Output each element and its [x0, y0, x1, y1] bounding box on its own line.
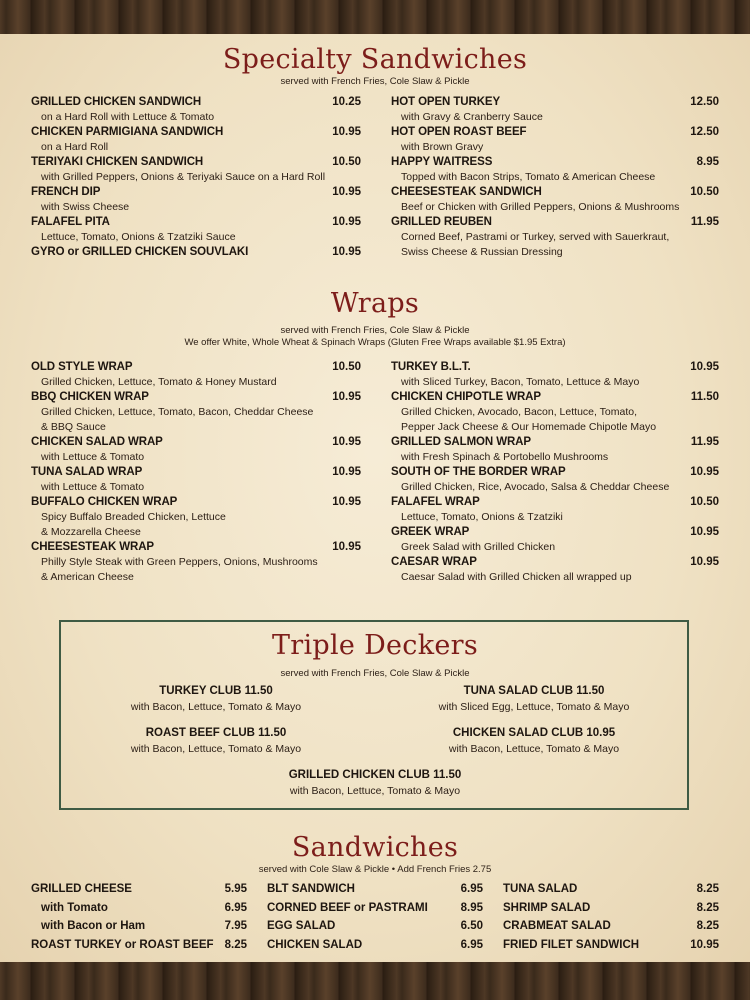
menu-item-price: 10.95 [690, 526, 719, 538]
menu-item-price: 10.50 [332, 156, 361, 168]
menu-item-price: 10.95 [690, 556, 719, 568]
menu-item-price: 10.95 [690, 466, 719, 478]
wraps-note-2: We offer White, Whole Wheat & Spinach Wraps (Gluten Free Wraps available $1.95 Extra) [184, 337, 566, 348]
sandwich-item-price: 6.95 [460, 883, 483, 895]
sandwich-item [267, 936, 483, 955]
menu-item [31, 125, 361, 155]
deck-item-desc: with Bacon, Lettuce, Tomato & Mayo [289, 785, 461, 797]
wood-border-top [0, 0, 750, 34]
menu-item-row [391, 95, 719, 110]
menu-item [31, 390, 361, 435]
menu-item-row [31, 155, 361, 170]
sandwich-item [503, 880, 719, 899]
menu-item-description: Philly Style Steak with Green Peppers, Onions, Mushrooms [41, 556, 318, 568]
sandwich-item [31, 936, 247, 955]
menu-item [31, 465, 361, 495]
sandwich-item-name: ROAST TURKEY or ROAST BEEF [31, 938, 214, 951]
menu-item-description: Pepper Jack Cheese & Our Homemade Chipotle Mayo [401, 421, 657, 433]
menu-item-price: 10.95 [332, 186, 361, 198]
menu-item-row [391, 495, 719, 510]
sandwiches-note: served with Cole Slaw & Pickle • Add French Fries 2.75 [258, 864, 492, 875]
menu-item-price: 12.50 [690, 96, 719, 108]
sandwich-item-name: BLT SANDWICH [267, 883, 355, 895]
menu-item-name: BUFFALO CHICKEN WRAP [31, 496, 178, 508]
deck-item-desc: with Bacon, Lettuce, Tomato & Mayo [130, 743, 302, 755]
sandwiches-column-3 [503, 880, 719, 954]
menu-item-row [391, 360, 719, 375]
menu-item-name: CHEESESTEAK SANDWICH [391, 186, 542, 198]
menu-item-row [31, 360, 361, 375]
menu-item-row [391, 555, 719, 570]
menu-item-name: TERIYAKI CHICKEN SANDWICH [31, 156, 204, 168]
menu-item-description: Greek Salad with Grilled Chicken [401, 541, 556, 553]
sandwich-item-name: EGG SALAD [267, 920, 336, 932]
menu-item-row [31, 390, 361, 405]
menu-item-description: with Swiss Cheese [41, 201, 130, 213]
deck-item-name: ROAST BEEF CLUB 11.50 [145, 727, 287, 739]
sandwich-item-name: SHRIMP SALAD [503, 901, 591, 914]
menu-item-price: 10.95 [332, 126, 361, 138]
menu-item-description: on a Hard Roll with Lettuce & Tomato [41, 111, 215, 123]
menu-item-row [391, 435, 719, 450]
menu-item-price: 10.95 [332, 391, 361, 403]
menu-item-name: SOUTH OF THE BORDER WRAP [391, 466, 566, 478]
sandwich-item-price: 8.95 [460, 901, 483, 914]
menu-item-name: FALAFEL WRAP [391, 496, 480, 508]
menu-item [31, 185, 361, 215]
menu-item-description: with Brown Gravy [401, 141, 484, 153]
menu-item-row [31, 185, 361, 200]
sandwiches-column-1 [31, 880, 247, 954]
wraps-right-column [391, 360, 719, 585]
sandwich-item-name: GRILLED CHEESE [31, 883, 132, 895]
sandwich-item-price: 6.95 [224, 901, 247, 914]
menu-item-price: 11.95 [690, 216, 719, 228]
sandwiches-title: Sandwiches [291, 832, 459, 863]
menu-item [391, 185, 719, 215]
menu-item [391, 495, 719, 525]
menu-item-name: HAPPY WAITRESS [391, 156, 493, 168]
menu-item-name: FALAFEL PITA [31, 216, 110, 228]
menu-item-price: 11.50 [690, 391, 719, 403]
menu-item-name: CHEESESTEAK WRAP [31, 541, 154, 553]
menu-item-row [391, 525, 719, 540]
triple-deckers-note: served with French Fries, Cole Slaw & Pickle [280, 668, 470, 679]
sandwich-item-price: 8.25 [696, 901, 719, 914]
deck-item-desc: with Sliced Egg, Lettuce, Tomato & Mayo [438, 701, 630, 713]
menu-item-name: CHICKEN SALAD WRAP [31, 436, 163, 448]
menu-item [31, 540, 361, 585]
menu-item-name: GRILLED CHICKEN SANDWICH [31, 96, 202, 108]
menu-item [31, 245, 361, 260]
menu-item-price: 10.95 [690, 361, 719, 373]
menu-item-name: HOT OPEN ROAST BEEF [391, 126, 527, 138]
menu-item-description: on a Hard Roll [41, 141, 109, 153]
menu-item-row [391, 155, 719, 170]
sandwich-item-name: with Bacon or Ham [41, 920, 146, 932]
menu-item [391, 360, 719, 390]
menu-item-description: Swiss Cheese & Russian Dressing [401, 246, 563, 258]
menu-item-description: with Lettuce & Tomato [41, 481, 145, 493]
wraps-note-1: served with French Fries, Cole Slaw & Pickle [280, 325, 470, 336]
menu-item-name: BBQ CHICKEN WRAP [31, 391, 149, 403]
menu-item-description: with Sliced Turkey, Bacon, Tomato, Lettuce & Mayo [401, 376, 640, 388]
menu-item-row [391, 465, 719, 480]
menu-item-price: 10.95 [332, 541, 361, 553]
menu-item-name: GRILLED SALMON WRAP [391, 436, 531, 448]
deck-item [404, 725, 664, 757]
menu-item-price: 12.50 [690, 126, 719, 138]
deck-item-name: TURKEY CLUB 11.50 [159, 685, 273, 697]
specialty-right-column [391, 95, 719, 260]
menu-item-description: & American Cheese [41, 571, 134, 583]
menu-item-price: 8.95 [696, 156, 719, 168]
menu-item [391, 155, 719, 185]
menu-item [31, 215, 361, 245]
menu-item-description: Topped with Bacon Strips, Tomato & American Cheese [401, 171, 656, 183]
triple-deckers-title: Triple Deckers [271, 630, 479, 661]
menu-item-name: HOT OPEN TURKEY [391, 96, 501, 108]
menu-item-name: GYRO or GRILLED CHICKEN SOUVLAKI [31, 246, 249, 258]
menu-item-price: 10.95 [332, 216, 361, 228]
sandwich-item [503, 917, 719, 936]
sandwich-item-name: CORNED BEEF or PASTRAMI [267, 901, 428, 914]
sandwich-item-price: 6.50 [460, 920, 483, 932]
menu-item-description: Lettuce, Tomato, Onions & Tzatziki Sauce [41, 231, 236, 243]
menu-item-description: Beef or Chicken with Grilled Peppers, Onions & Mushrooms [401, 201, 680, 213]
sandwich-item-price: 8.25 [696, 883, 719, 895]
menu-item-description: Corned Beef, Pastrami or Turkey, served with Sauerkraut, [401, 231, 670, 243]
menu-item [31, 435, 361, 465]
wraps-left-column [31, 360, 361, 585]
menu-item-row [391, 125, 719, 140]
menu-item [31, 360, 361, 390]
menu-item-description: with Fresh Spinach & Portobello Mushrooms [401, 451, 609, 463]
menu-item-price: 10.95 [332, 466, 361, 478]
sandwich-item-price: 10.95 [690, 938, 719, 951]
menu-item-row [31, 540, 361, 555]
menu-item-description: & BBQ Sauce [41, 421, 106, 433]
menu-item-row [31, 495, 361, 510]
specialty-left-column [31, 95, 361, 260]
menu-item-description: Grilled Chicken, Lettuce, Tomato, Bacon, Cheddar Cheese [41, 406, 314, 418]
menu-item [391, 435, 719, 465]
sandwich-item-name: CHICKEN SALAD [267, 938, 363, 951]
menu-item-name: TURKEY B.L.T. [391, 361, 471, 373]
menu-item-description: with Grilled Peppers, Onions & Teriyaki Sauce on a Hard Roll [41, 171, 326, 183]
sandwich-item-name: TUNA SALAD [503, 883, 578, 895]
sandwich-item-name: with Tomato [41, 901, 108, 914]
menu-item-price: 10.25 [332, 96, 361, 108]
deck-item [86, 725, 346, 757]
menu-item-price: 10.95 [332, 246, 361, 258]
menu-item [391, 465, 719, 495]
menu-item-name: CAESAR WRAP [391, 556, 477, 568]
menu-item-row [31, 245, 361, 260]
menu-item-price: 10.50 [690, 186, 719, 198]
specialty-title: Specialty Sandwiches [222, 44, 528, 75]
menu-item-row [31, 215, 361, 230]
menu-item-name: CHICKEN CHIPOTLE WRAP [391, 391, 541, 403]
sandwich-item [267, 899, 483, 918]
menu-item-price: 10.50 [332, 361, 361, 373]
sandwich-item-name: FRIED FILET SANDWICH [503, 938, 640, 951]
sandwich-item [267, 880, 483, 899]
deck-item [245, 767, 505, 799]
deck-item [404, 683, 664, 715]
menu-item-price: 10.95 [332, 436, 361, 448]
menu-item [391, 95, 719, 125]
menu-item-price: 10.95 [332, 496, 361, 508]
menu-item [31, 155, 361, 185]
wood-border-bottom [0, 962, 750, 1000]
menu-item-row [391, 215, 719, 230]
menu-item-row [31, 435, 361, 450]
menu-item-row [31, 125, 361, 140]
sandwich-item [31, 899, 247, 918]
deck-item-name: GRILLED CHICKEN CLUB 11.50 [288, 769, 462, 781]
sandwich-item [267, 917, 483, 936]
menu-item-description: Grilled Chicken, Lettuce, Tomato & Honey Mustard [41, 376, 277, 388]
sandwich-item [503, 936, 719, 955]
sandwich-item [503, 899, 719, 918]
menu-item [391, 555, 719, 585]
sandwiches-column-2 [267, 880, 483, 954]
menu-item-name: GREEK WRAP [391, 526, 470, 538]
menu-item-row [391, 185, 719, 200]
menu-item-row [31, 95, 361, 110]
sandwich-item-price: 7.95 [224, 920, 247, 932]
menu-item-description: Grilled Chicken, Rice, Avocado, Salsa & Cheddar Cheese [401, 481, 670, 493]
sandwich-item-price: 5.95 [224, 883, 247, 895]
menu-item [391, 125, 719, 155]
deck-item-name: TUNA SALAD CLUB 11.50 [463, 685, 605, 697]
sandwich-item-name: CRABMEAT SALAD [503, 920, 611, 932]
menu-item-name: GRILLED REUBEN [391, 216, 492, 228]
menu-item-price: 10.50 [690, 496, 719, 508]
sandwich-item [31, 880, 247, 899]
specialty-note: served with French Fries, Cole Slaw & Pickle [280, 76, 470, 87]
menu-item-price: 11.95 [690, 436, 719, 448]
menu-item-description: Grilled Chicken, Avocado, Bacon, Lettuce, Tomato, [401, 406, 637, 418]
wraps-title: Wraps [330, 288, 420, 319]
menu-item-row [31, 465, 361, 480]
menu-item [391, 215, 719, 260]
menu-item-description: with Lettuce & Tomato [41, 451, 145, 463]
sandwich-item [31, 917, 247, 936]
menu-item-name: FRENCH DIP [31, 186, 101, 198]
menu-item [391, 525, 719, 555]
deck-item-desc: with Bacon, Lettuce, Tomato & Mayo [448, 743, 620, 755]
menu-item-row [391, 390, 719, 405]
menu-item [31, 95, 361, 125]
menu-item [391, 390, 719, 435]
sandwich-item-price: 6.95 [460, 938, 483, 951]
sandwich-item-price: 8.25 [696, 920, 719, 932]
menu-item-description: with Gravy & Cranberry Sauce [401, 111, 543, 123]
menu-item [31, 495, 361, 540]
sandwich-item-price: 8.25 [224, 938, 247, 951]
menu-item-name: TUNA SALAD WRAP [31, 466, 143, 478]
deck-item [86, 683, 346, 715]
menu-item-description: Lettuce, Tomato, Onions & Tzatziki [401, 511, 563, 523]
menu-item-name: CHICKEN PARMIGIANA SANDWICH [31, 126, 224, 138]
menu-item-name: OLD STYLE WRAP [31, 361, 133, 373]
deck-item-desc: with Bacon, Lettuce, Tomato & Mayo [130, 701, 302, 713]
menu-item-description: Spicy Buffalo Breaded Chicken, Lettuce [41, 511, 226, 523]
menu-item-description: Caesar Salad with Grilled Chicken all wrapped up [401, 571, 632, 583]
menu-item-description: & Mozzarella Cheese [41, 526, 141, 538]
deck-item-name: CHICKEN SALAD CLUB 10.95 [452, 727, 616, 739]
